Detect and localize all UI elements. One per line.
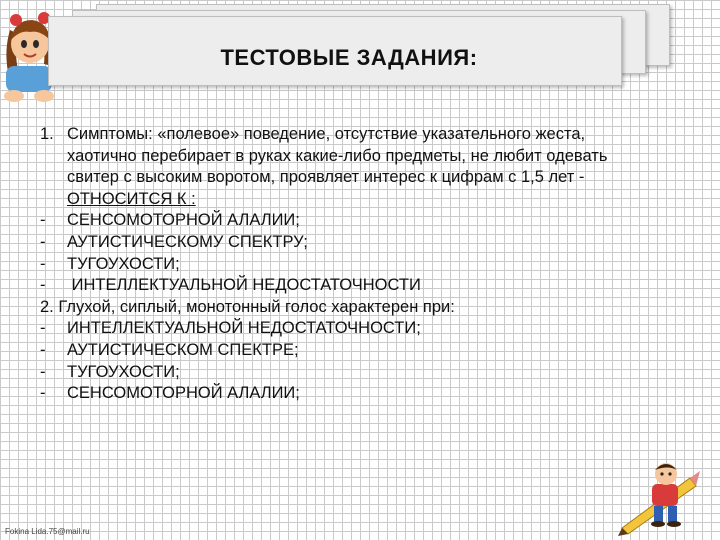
question-1-line: хаотично перебирает в руках какие-либо предметы, не любит одевать xyxy=(67,146,608,165)
question-1-option xyxy=(40,254,690,276)
question-2-option xyxy=(40,340,690,362)
option-text: АУТИСТИЧЕСКОМУ СПЕКТРУ; xyxy=(67,232,308,251)
question-1-line: Симптомы: «полевое» поведение, отсутствие указательного жеста, xyxy=(67,125,586,143)
question-1-option xyxy=(40,210,690,232)
option-text: ИНТЕЛЛЕКТУАЛЬНОЙ НЕДОСТАТОЧНОСТИ; xyxy=(67,319,421,338)
question-2-text: 2. Глухой, сиплый, монотонный голос характерен при: xyxy=(40,297,455,316)
option-text: ТУГОУХОСТИ; xyxy=(67,362,180,381)
kid-with-pencil-illustration xyxy=(616,458,712,536)
question-2-option xyxy=(40,383,690,405)
test-content xyxy=(40,124,690,405)
footer-credit: Fokina Lida.75@mail.ru xyxy=(5,527,90,536)
option-dash: - xyxy=(40,276,46,295)
question-1-option xyxy=(40,232,690,254)
option-dash: - xyxy=(40,362,46,381)
option-dash: - xyxy=(40,211,46,230)
option-dash: - xyxy=(40,254,46,273)
option-dash: - xyxy=(40,319,46,338)
question-1-option xyxy=(40,275,690,297)
option-dash: - xyxy=(40,232,46,251)
option-dash: - xyxy=(40,384,46,403)
title-card xyxy=(48,16,622,86)
option-text: ТУГОУХОСТИ; xyxy=(67,254,180,273)
question-2 xyxy=(40,297,690,319)
option-dash: - xyxy=(40,340,46,359)
question-2-option xyxy=(40,362,690,384)
question-2-option xyxy=(40,318,690,340)
option-text: ИНТЕЛЛЕКТУАЛЬНОЙ НЕДОСТАТОЧНОСТИ xyxy=(67,276,421,295)
option-text: СЕНСОМОТОРНОЙ АЛАЛИИ; xyxy=(67,211,300,230)
page-title: ТЕСТОВЫЕ ЗАДАНИЯ: xyxy=(220,45,478,70)
option-text: СЕНСОМОТОРНОЙ АЛАЛИИ; xyxy=(67,384,300,403)
option-text: АУТИСТИЧЕСКОМ СПЕКТРЕ; xyxy=(67,340,299,359)
question-1 xyxy=(40,124,690,210)
question-1-lead: ОТНОСИТСЯ К : xyxy=(67,189,196,208)
question-1-line: свитер с высоким воротом, проявляет интерес к цифрам с 1,5 лет - xyxy=(67,168,585,187)
question-1-number: 1. xyxy=(40,125,54,143)
